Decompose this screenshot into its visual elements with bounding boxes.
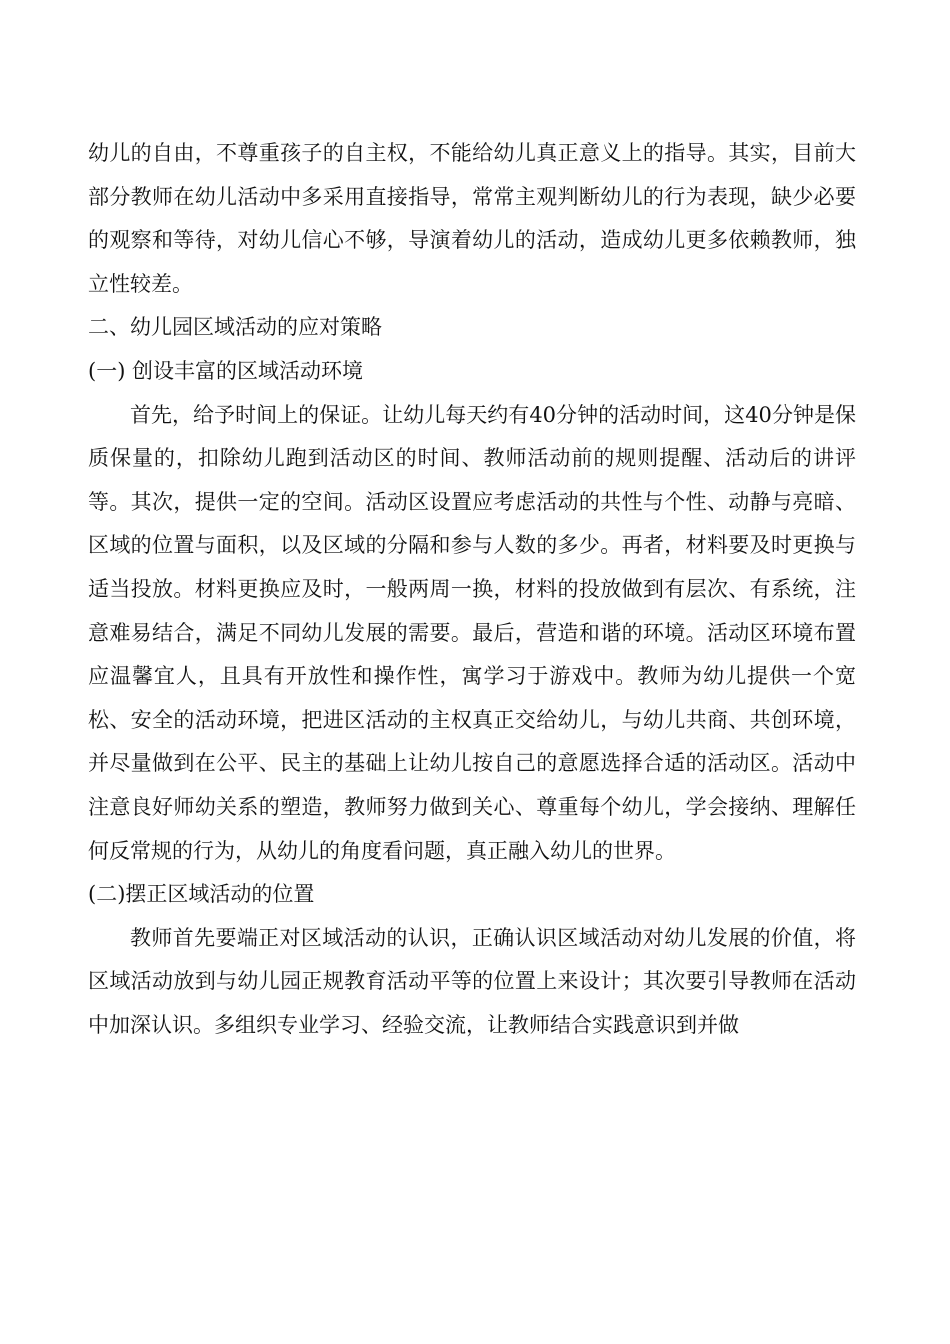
paragraph-position: 教师首先要端正对区域活动的认识，正确认识区域活动对幼儿发展的价值，将区域活动放到与幼儿园正规教育活动平等的位置上来设计；其次要引导教师在活动中加深认识。多组织专业学习、经验交流，让教师结合实践意识到并做 bbox=[88, 925, 856, 1037]
paragraph-environment: 首先，给予时间上的保证。让幼儿每天约有40分钟的活动时间，这40分钟是保质保量的，扣除幼儿跑到活动区的时间、教师活动前的规则提醒、活动后的讲评等。其次，提供一定的空间。活动区设置应考虑活动的共性与个性、动静与亮暗、区域的位置与面积，以及区域的分隔和参与人数的多少。再者，材料要及时更换与适当投放。材料更换应及时，一般两周一换，材料的投放做到有层次、有系统，注意难易结合，满足不同幼儿发展的需要。最后，营造和谐的环境。活动区环境布置应温馨宜人，且具有开放性和操作性，寓学习于游戏中。教师为幼儿提供一个宽松、安全的活动环境，把进区活动的主权真正交给幼儿，与幼儿共商、共创环境，并尽量做到在公平、民主的基础上让幼儿按自己的意愿选择合适的活动区。活动中注意良好师幼关系的塑造，教师努力做到关心、尊重每个幼儿，学会接纳、理解任何反常规的行为，从幼儿的角度看问题，真正融入幼儿的世界。 bbox=[88, 402, 856, 863]
subheading-environment: (一) 创设丰富的区域活动环境 bbox=[88, 358, 364, 383]
section-heading: 二、幼儿园区域活动的应对策略 bbox=[88, 315, 382, 340]
subheading-position: (二)摆正区域活动的位置 bbox=[88, 882, 315, 907]
document-body bbox=[88, 132, 856, 1047]
paragraph-continued: 幼儿的自由，不尊重孩子的自主权，不能给幼儿真正意义上的指导。其实，目前大部分教师在幼儿活动中多采用直接指导，常常主观判断幼儿的行为表现，缺少必要的观察和等待，对幼儿信心不够，导演着幼儿的活动，造成幼儿更多依赖教师，独立性较差。 bbox=[88, 141, 856, 296]
